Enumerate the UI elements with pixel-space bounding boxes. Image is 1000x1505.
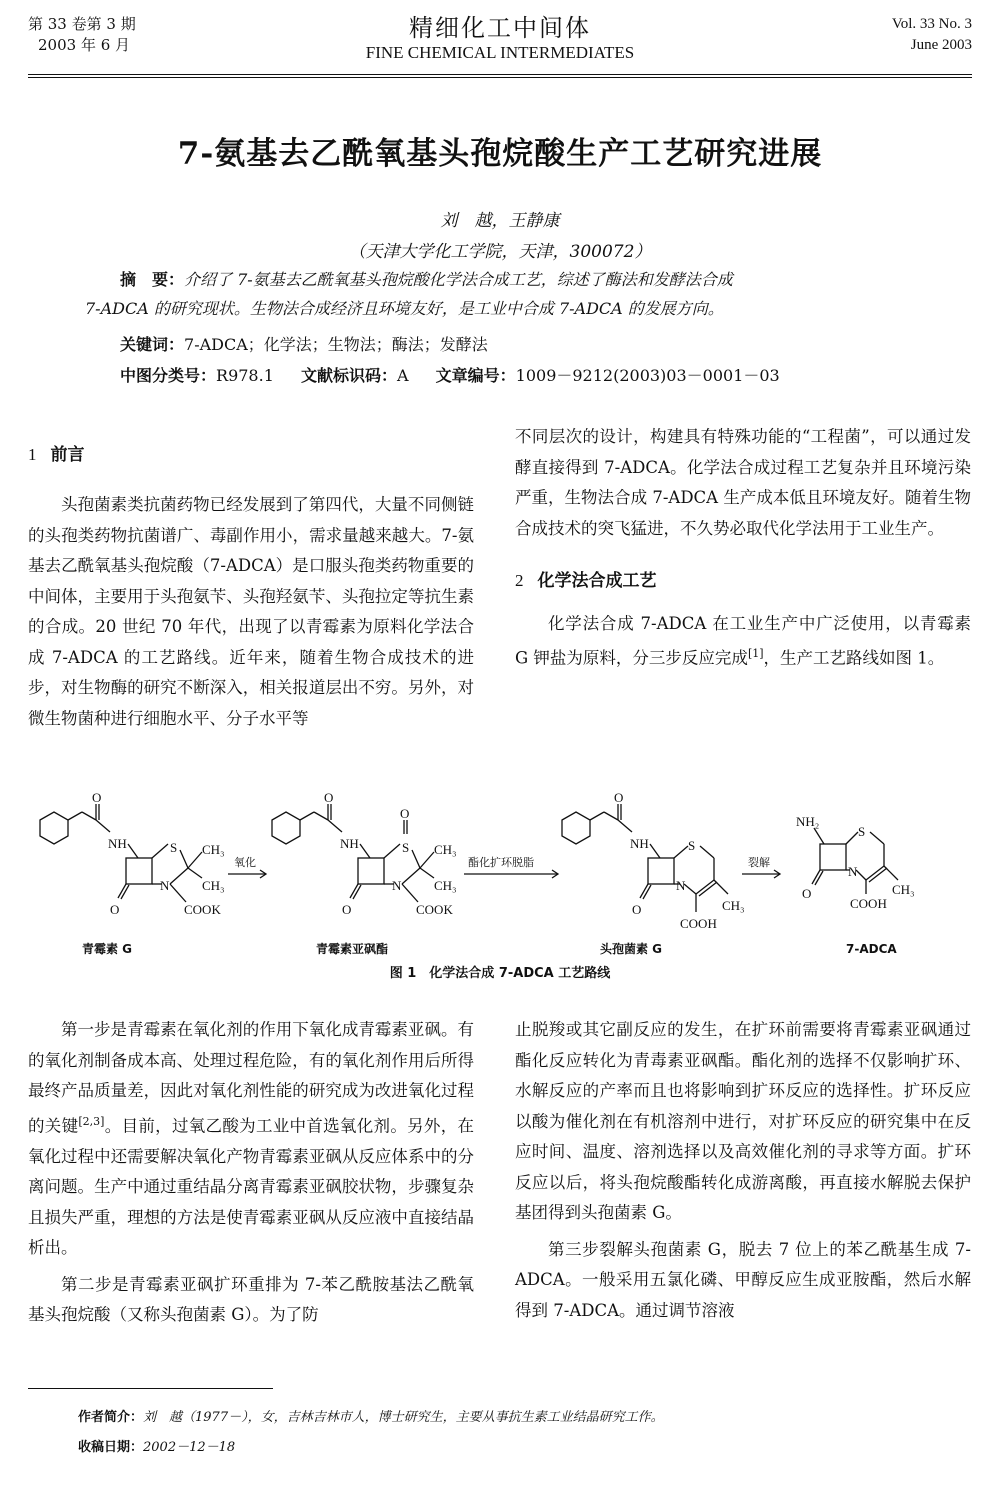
bond bbox=[402, 884, 418, 902]
compound-penicillin-g bbox=[40, 790, 225, 917]
section-2-heading bbox=[515, 566, 971, 597]
header-volume-en: Vol. 33 No. 3 bbox=[891, 16, 972, 32]
paragraph-chem-method bbox=[515, 609, 971, 675]
article-affiliation: （天津大学化工学院，天津，300072） bbox=[348, 242, 652, 262]
paragraph-intro: 头孢菌素类抗菌药物已经发展到了第四代，大量不同侧链的头孢类药物抗菌谱广、毒副作用小，需求量越来越大。7-氨基去乙酰氧基头孢烷酸（7-ADCA）是口服头孢类药物重要的中间体，主要用于头孢氨苄、头孢羟氨苄、头孢拉定等抗生素的合成。20 世纪 70 年代，出现了以青霉素为原料化学法合成 7-ADCA 的工艺路线。近年来，随着生物合成技术的进步，对生物酶的研究不断深入，相关报道层出不穷。另外，对微生物菌种进行细胞水平、分子水平等 bbox=[28, 495, 474, 728]
header-right bbox=[892, 14, 972, 56]
bond bbox=[96, 820, 110, 832]
arrow-3-label: 裂解 bbox=[748, 856, 770, 869]
bond bbox=[814, 828, 824, 844]
body-left-upper bbox=[28, 490, 474, 734]
bond bbox=[300, 812, 314, 820]
section-2-number: 2 bbox=[515, 571, 524, 590]
reaction-scheme-figure bbox=[20, 790, 980, 990]
header-volume: 第 33 卷第 3 期 bbox=[28, 15, 136, 33]
atom-cook: COOK bbox=[184, 902, 221, 917]
paragraph-step-1 bbox=[28, 1015, 474, 1264]
atom-n: N bbox=[160, 878, 170, 893]
article-number-value: 1009－9212(2003)03－0001－03 bbox=[515, 366, 780, 385]
clc-label: 中图分类号： bbox=[120, 366, 217, 385]
bond bbox=[128, 844, 138, 858]
bond bbox=[384, 844, 400, 858]
atom-cooh: COOH bbox=[850, 896, 887, 911]
bond bbox=[870, 832, 884, 844]
journal-title-cn: 精细化工中间体 bbox=[409, 14, 591, 42]
atom-o: O bbox=[324, 790, 334, 805]
abstract-label: 摘 要： bbox=[120, 270, 185, 289]
abstract-text-2: 7-ADCA 的研究现状。生物法合成经济且环境友好，是工业中合成 7-ADCA 的发展方向。 bbox=[85, 299, 724, 318]
atom-o: O bbox=[92, 790, 102, 805]
bond bbox=[152, 844, 168, 858]
doc-value: A bbox=[396, 366, 409, 385]
atom-o: O bbox=[110, 902, 120, 917]
benzene-ring-3 bbox=[562, 812, 590, 844]
atom-ch3: CH₃ bbox=[202, 842, 225, 857]
paragraph-step-2-cont: 止脱羧或其它副反应的发生，在扩环前需要将青霉素亚砜通过酯化反应转化为青毒素亚砜酯。酯化剂的选择不仅影响扩环、水解反应的产率而且也将影响到扩环反应的选择性。扩环反应以酸为催化剂在有机溶剂中进行，对扩环反应的研究集中在反应时间、温度、溶剂选择以及高效催化剂的寻求等方面。扩环反应以后，将头孢烷酸酯转化成游离酸，再直接水解脱去保护基团得到头孢菌素 G。 bbox=[515, 1020, 971, 1222]
bond bbox=[121, 885, 129, 899]
atom-n: N bbox=[392, 878, 402, 893]
bond bbox=[180, 850, 188, 868]
bond bbox=[353, 885, 361, 899]
doc-label: 文献标识码： bbox=[300, 366, 397, 385]
atom-s: S bbox=[170, 840, 178, 855]
bond bbox=[700, 846, 714, 858]
bond bbox=[188, 868, 202, 878]
section-1-title: 前言 bbox=[50, 445, 85, 465]
bond bbox=[590, 812, 604, 820]
atom-ch3: CH₃ bbox=[434, 842, 457, 857]
beta-lactam-1 bbox=[126, 858, 152, 884]
bond bbox=[674, 846, 688, 858]
article-authors: 刘 越，王静康 bbox=[440, 211, 560, 231]
atom-nh: NH bbox=[340, 836, 359, 851]
header-date-en: June 2003 bbox=[910, 37, 972, 53]
compound-2-name: 青霉素亚砜酯 bbox=[316, 942, 389, 956]
footnote-author bbox=[78, 1408, 664, 1428]
bond bbox=[714, 880, 728, 894]
beta-lactam-3 bbox=[648, 858, 674, 884]
bond bbox=[884, 866, 898, 880]
arrow-1-label: 氧化 bbox=[234, 856, 256, 869]
bond bbox=[640, 884, 648, 898]
bond bbox=[815, 871, 823, 885]
clc-value: R978.1 bbox=[216, 366, 274, 385]
bond bbox=[856, 870, 866, 880]
body-left-lower bbox=[28, 1015, 474, 1331]
bond bbox=[604, 812, 618, 820]
compound-7-adca bbox=[796, 814, 915, 911]
footnote-rule bbox=[28, 1388, 273, 1389]
bond bbox=[420, 852, 434, 868]
atom-nh2: NH₂ bbox=[796, 814, 820, 829]
beta-lactam-4 bbox=[820, 844, 846, 870]
article-number-label: 文章编号： bbox=[435, 366, 516, 385]
bond bbox=[650, 844, 660, 858]
bond bbox=[188, 852, 202, 868]
atom-o: O bbox=[342, 902, 352, 917]
ref-2-3: [2,3] bbox=[78, 1114, 105, 1128]
article-title: 7-氨基去乙酰氧基头孢烷酸生产工艺研究进展 bbox=[177, 136, 823, 172]
bond bbox=[643, 885, 651, 899]
footnote-author-label: 作者简介： bbox=[78, 1410, 144, 1425]
atom-s: S bbox=[688, 838, 696, 853]
journal-title-en: FINE CHEMICAL INTERMEDIATES bbox=[365, 43, 635, 62]
header-date: 2003 年 6 月 bbox=[38, 36, 131, 54]
bond bbox=[412, 850, 420, 868]
compound-3-name: 头孢菌素 G bbox=[600, 942, 663, 956]
ref-1: [1] bbox=[747, 647, 764, 660]
atom-n: N bbox=[848, 864, 858, 879]
bond bbox=[170, 868, 188, 884]
p3-text-a: 第一步是青霉素在氧化剂的作用下氧化成青霉素亚砜。有的氧化剂制备成本高、处理过程危险，有的氧化剂作用后所得最终产品质量差，因此对氧化剂性能的研究成为改进氧化过程的关键 bbox=[28, 1020, 474, 1135]
figure-caption: 图 1 化学法合成 7-ADCA 工艺路线 bbox=[389, 966, 611, 981]
atom-o: O bbox=[614, 790, 624, 805]
bond bbox=[846, 832, 858, 844]
bond bbox=[170, 884, 186, 902]
atom-ch3: CH₃ bbox=[892, 882, 915, 897]
p2-text-a: 化学法合成 7-ADCA 在工业生产中广泛使用，以青霉素 G 钾盐为原料，分三步反应完成 bbox=[515, 613, 971, 668]
paragraph-intro-cont: 不同层次的设计，构建具有特殊功能的“工程菌”，可以通过发酵直接得到 7-ADCA。化学法合成过程工艺复杂并且环境污染严重，生物法合成 7-ADCA 生产成本低且环境友好。随着生物合成技术的突飞猛进，不久势必取代化学法用于工业生产。 bbox=[515, 427, 971, 538]
arrow-2-label: 酯化扩环脱脂 bbox=[468, 856, 534, 869]
keywords-text: 7-ADCA；化学法；生物法；酶法；发酵法 bbox=[184, 335, 488, 354]
atom-s: S bbox=[858, 824, 866, 839]
atom-cook: COOK bbox=[416, 902, 453, 917]
paragraph-step-3: 第三步裂解头孢菌素 G，脱去 7 位上的苯乙酰基生成 7-ADCA。一般采用五氯化磷、甲醇反应生成亚胺酯，然后水解得到 7-ADCA。通过调节溶液 bbox=[515, 1239, 971, 1320]
compound-1-name: 青霉素 G bbox=[82, 942, 133, 956]
beta-lactam-2 bbox=[358, 858, 384, 884]
bond bbox=[314, 812, 328, 820]
bond bbox=[402, 868, 420, 884]
header-center bbox=[28, 14, 972, 64]
bond bbox=[82, 812, 96, 820]
journal-header bbox=[28, 14, 972, 74]
footnote-date-label: 收稿日期： bbox=[78, 1440, 144, 1455]
atom-s: S bbox=[402, 840, 410, 855]
atom-o: O bbox=[632, 902, 642, 917]
bond bbox=[118, 884, 126, 898]
paragraph-step-2: 第二步是青霉素亚砜扩环重排为 7-苯乙酰胺基法乙酰氧基头孢烷酸（又称头孢菌素 G）。为了防 bbox=[28, 1274, 474, 1324]
keywords bbox=[120, 330, 950, 359]
body-right-upper bbox=[515, 422, 971, 674]
header-rule bbox=[28, 74, 972, 78]
bond bbox=[812, 870, 820, 884]
p3-text-b: 。目前，过氧乙酸为工业中首选氧化剂。另外，在氧化过程中还需要解决氧化产物青霉素亚砜从反应体系中的分离问题。生产中通过重结晶分离青霉素亚砜胶状物，步骤复杂且损失严重，理想的方法是使青霉素亚砜从反应液中直接结晶析出。 bbox=[28, 1116, 474, 1257]
p2-text-b: ，生产工艺路线如图 1。 bbox=[763, 648, 945, 668]
keywords-label: 关键词： bbox=[120, 335, 185, 354]
section-2-title: 化学法合成工艺 bbox=[537, 571, 657, 591]
atom-ch3: CH₃ bbox=[202, 878, 225, 893]
compound-4-name: 7-ADCA bbox=[846, 942, 897, 956]
section-1-number: 1 bbox=[28, 445, 37, 464]
body-right-lower bbox=[515, 1015, 971, 1326]
bond bbox=[684, 884, 696, 894]
atom-ch3: CH₃ bbox=[434, 878, 457, 893]
reaction-scheme bbox=[20, 790, 980, 990]
classification bbox=[120, 361, 950, 390]
benzene-ring-2 bbox=[272, 812, 300, 844]
atom-o: O bbox=[802, 886, 812, 901]
abstract-text-1: 介绍了 7-氨基去乙酰氧基头孢烷酸化学法合成工艺，综述了酶法和发酵法合成 bbox=[184, 270, 733, 289]
arrow-oxidation bbox=[228, 855, 266, 878]
atom-o: O bbox=[400, 806, 410, 821]
arrow-cleavage bbox=[742, 855, 780, 878]
footnote-date-text: 2002－12－18 bbox=[143, 1440, 236, 1455]
bond bbox=[68, 812, 82, 820]
atom-cooh: COOH bbox=[680, 916, 717, 931]
footnote-author-text: 刘 越（1977－），女，吉林吉林市人，博士研究生，主要从事抗生素工业结晶研究工作。 bbox=[143, 1410, 664, 1425]
abstract bbox=[85, 265, 915, 323]
atom-nh: NH bbox=[108, 836, 127, 851]
arrow-esterification-expansion bbox=[464, 855, 558, 878]
bond bbox=[420, 868, 434, 878]
compound-cephalosporin-g bbox=[562, 790, 745, 931]
footnote-received bbox=[78, 1438, 235, 1458]
bond bbox=[350, 884, 358, 898]
atom-n: N bbox=[676, 878, 686, 893]
bond bbox=[360, 844, 370, 858]
compound-penicillin-sulfoxide-ester bbox=[272, 790, 457, 917]
benzene-ring-1 bbox=[40, 812, 68, 844]
bond bbox=[618, 820, 632, 832]
atom-nh: NH bbox=[630, 836, 649, 851]
atom-ch3: CH₃ bbox=[722, 898, 745, 913]
bond bbox=[328, 820, 342, 832]
section-1-heading bbox=[28, 440, 85, 465]
